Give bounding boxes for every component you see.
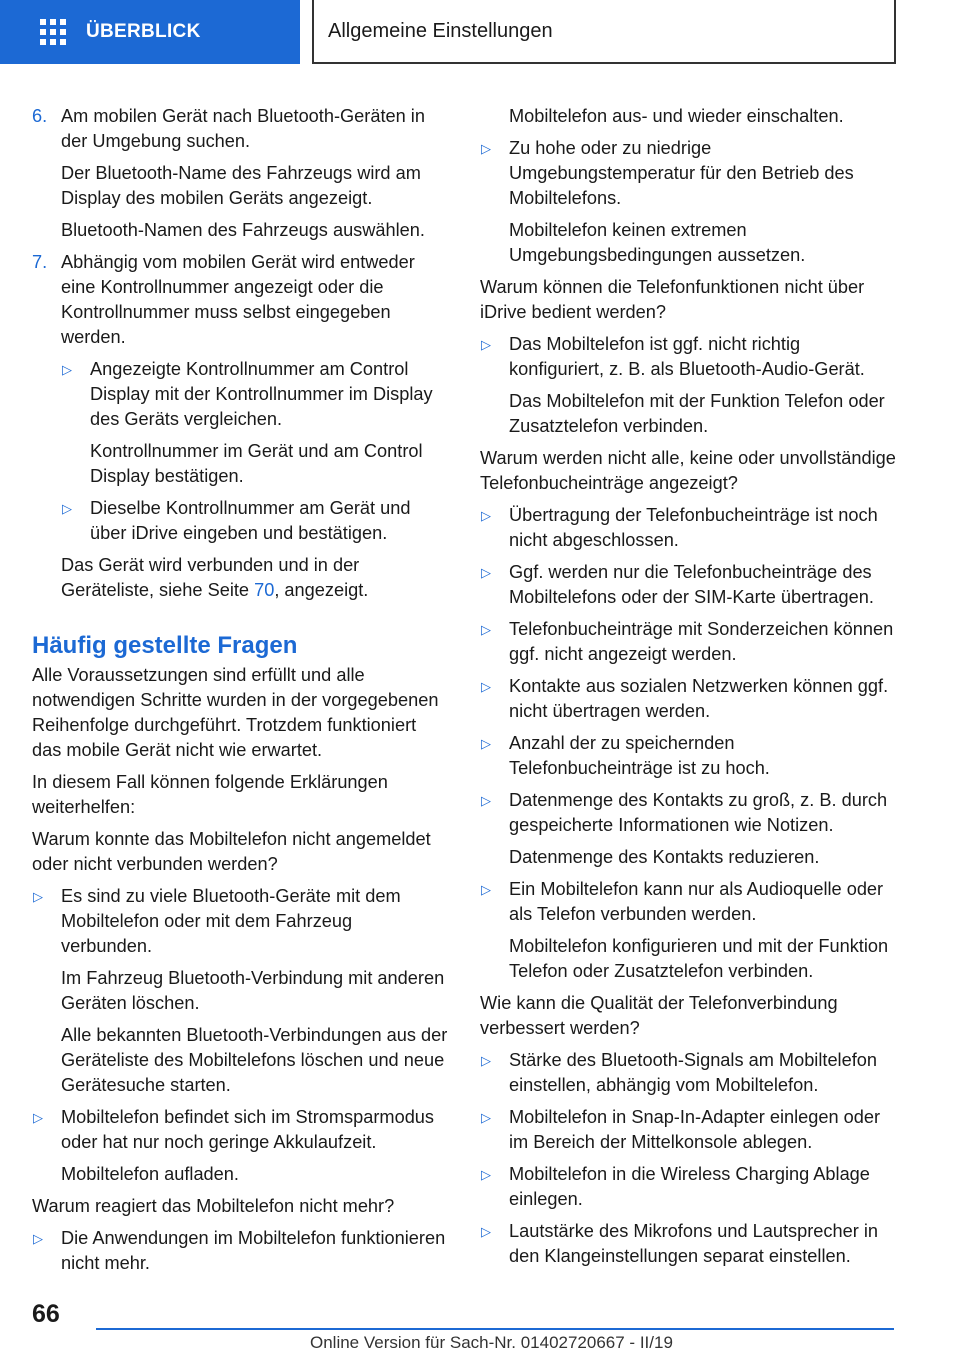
bullet-subtext: Kontrollnummer im Gerät und am Control Display bestätigen. [90, 441, 423, 486]
bullet-text: Ggf. werden nur die Telefonbucheinträge des Mobiltelefons oder der SIM-Karte übertragen. [509, 562, 874, 607]
bullet-subtext: Im Fahrzeug Bluetooth-Verbindung mit anderen Geräten löschen. [61, 968, 445, 1013]
list-item [480, 503, 898, 560]
triangle-bullet-icon: ▷ [481, 508, 491, 523]
bullet-text: Übertragung der Telefonbucheinträge ist noch nicht abgeschlossen. [509, 505, 878, 550]
list-item [61, 357, 448, 496]
faq-question: Warum werden nicht alle, keine oder unvollständige Telefonbucheinträge angezeigt? [480, 448, 896, 493]
bullet-text: Ein Mobiltelefon kann nur als Audioquelle oder als Telefon verbunden werden. [509, 879, 884, 924]
bullet-text: Stärke des Bluetooth-Signals am Mobiltelefon einstellen, abhängig vom Mobiltelefon. [509, 1050, 877, 1095]
paragraph: Alle Voraussetzungen sind erfüllt und alle notwendigen Schritte wurden in der vorgegebenen Reihenfolge durchgeführt. Trotzdem funktioniert das mobile Gerät nicht wie erwartet. [32, 665, 439, 760]
list-item [480, 560, 898, 617]
bullet-text: Die Anwendungen im Mobiltelefon funktionieren nicht mehr. [61, 1228, 446, 1273]
step-number: 6. [32, 106, 48, 126]
faq-question: Warum reagiert das Mobiltelefon nicht mehr? [32, 1196, 395, 1216]
bullet-subtext: Mobiltelefon konfigurieren und mit der Funktion Telefon oder Zusatztelefon verbinden. [509, 936, 889, 981]
list-item [480, 1048, 898, 1105]
step-number: 7. [32, 252, 48, 272]
list-item [480, 136, 898, 275]
right-column [480, 104, 898, 1276]
triangle-bullet-icon: ▷ [62, 362, 72, 377]
section-title: Allgemeine Einstellungen [312, 0, 896, 64]
list-item [480, 1105, 898, 1162]
triangle-bullet-icon: ▷ [481, 1167, 491, 1182]
step-text: Am mobilen Gerät nach Bluetooth-Geräten in der Umgebung suchen. [61, 106, 425, 151]
faq-question: Warum konnte das Mobiltelefon nicht angemeldet oder nicht verbunden werden? [32, 829, 431, 874]
faq-question: Warum können die Telefonfunktionen nicht über iDrive bedient werden? [480, 277, 865, 322]
triangle-bullet-icon: ▷ [481, 679, 491, 694]
triangle-bullet-icon: ▷ [62, 501, 72, 516]
bullet-subtext: Mobiltelefon aufladen. [61, 1164, 239, 1184]
bullet-text: Es sind zu viele Bluetooth-Geräte mit dem Mobiltelefon oder mit dem Fahrzeug verbunden. [61, 886, 401, 956]
page-number: 66 [32, 1300, 60, 1328]
bullet-text: Mobiltelefon befindet sich im Stromsparmodus oder hat nur noch geringe Akkulaufzeit. [61, 1107, 435, 1152]
step-text: Der Bluetooth-Name des Fahrzeugs wird am Display des mobilen Geräts angezeigt. [61, 163, 421, 208]
list-item [480, 332, 898, 446]
list-item [480, 674, 898, 731]
triangle-bullet-icon: ▷ [33, 889, 43, 904]
faq-heading: Häufig gestellte Fragen [32, 632, 298, 659]
triangle-bullet-icon: ▷ [481, 793, 491, 808]
bullet-text: Datenmenge des Kontakts zu groß, z. B. durch gespeicherte Informationen wie Notizen. [509, 790, 888, 835]
list-item [61, 496, 448, 553]
list-item [32, 1105, 448, 1194]
list-item [480, 877, 898, 991]
tab-ueberblick[interactable] [0, 0, 300, 64]
bullet-text: Anzahl der zu speichernden Telefonbucheinträge ist zu hoch. [509, 733, 770, 778]
list-item [480, 104, 898, 136]
paragraph: In diesem Fall können folgende Erklärungen weiterhelfen: [32, 772, 388, 817]
triangle-bullet-icon: ▷ [481, 141, 491, 156]
list-item [480, 1162, 898, 1219]
triangle-bullet-icon: ▷ [481, 1110, 491, 1125]
triangle-bullet-icon: ▷ [481, 1224, 491, 1239]
list-item [480, 731, 898, 788]
step-text: Abhängig vom mobilen Gerät wird entweder eine Kontrollnummer angezeigt oder die Kontrollnummer muss selbst eingegeben werden. [61, 252, 415, 347]
bullet-subtext: Das Mobiltelefon mit der Funktion Telefon oder Zusatztelefon verbinden. [509, 391, 885, 436]
page-link[interactable]: 70 [254, 580, 275, 600]
list-item [32, 1226, 448, 1283]
step-7 [32, 250, 448, 610]
bullet-subtext: Datenmenge des Kontakts reduzieren. [509, 847, 820, 867]
footer-text: Online Version für Sach-Nr. 01402720667 - II/19 [310, 1333, 673, 1352]
step-6 [32, 104, 448, 250]
footer-divider [96, 1328, 894, 1330]
triangle-bullet-icon: ▷ [481, 1053, 491, 1068]
triangle-bullet-icon: ▷ [481, 337, 491, 352]
bullet-text: Dieselbe Kontrollnummer am Gerät und über iDrive eingeben und bestätigen. [90, 498, 411, 543]
list-item [480, 1219, 898, 1276]
triangle-bullet-icon: ▷ [33, 1231, 43, 1246]
step-result: Das Gerät wird verbunden und in der Geräteliste, siehe Seite 70, angezeigt. [61, 555, 369, 600]
bullet-text: Das Mobiltelefon ist ggf. nicht richtig konfiguriert, z. B. als Bluetooth-Audio-Gerät. [509, 334, 865, 379]
bullet-text: Zu hohe oder zu niedrige Umgebungstemperatur für den Betrieb des Mobiltelefons. [509, 138, 854, 208]
list-item [32, 884, 448, 1105]
triangle-bullet-icon: ▷ [481, 622, 491, 637]
page-header [0, 0, 960, 64]
left-column [32, 104, 448, 1283]
bullet-text: Telefonbucheinträge mit Sonderzeichen können ggf. nicht angezeigt werden. [509, 619, 894, 664]
triangle-bullet-icon: ▷ [481, 565, 491, 580]
bullet-subtext: Mobiltelefon aus- und wieder einschalten. [509, 106, 844, 126]
triangle-bullet-icon: ▷ [33, 1110, 43, 1125]
grid-icon [40, 19, 66, 45]
list-item [480, 788, 898, 877]
triangle-bullet-icon: ▷ [481, 736, 491, 751]
bullet-text: Lautstärke des Mikrofons und Lautsprecher in den Klangeinstellungen separat einstellen. [509, 1221, 879, 1266]
faq-question: Wie kann die Qualität der Telefonverbindung verbessert werden? [480, 993, 838, 1038]
list-item [480, 617, 898, 674]
step-text: Bluetooth-Namen des Fahrzeugs auswählen. [61, 220, 425, 240]
bullet-text: Mobiltelefon in die Wireless Charging Ablage einlegen. [509, 1164, 870, 1209]
bullet-text: Kontakte aus sozialen Netzwerken können ggf. nicht übertragen werden. [509, 676, 889, 721]
bullet-text: Angezeigte Kontrollnummer am Control Display mit der Kontrollnummer im Display des Geräts vergleichen. [90, 359, 433, 429]
bullet-subtext: Mobiltelefon keinen extremen Umgebungsbedingungen aussetzen. [509, 220, 806, 265]
tab-ueberblick-label: ÜBERBLICK [86, 21, 201, 42]
bullet-text: Mobiltelefon in Snap-In-Adapter einlegen oder im Bereich der Mittelkonsole ablegen. [509, 1107, 881, 1152]
triangle-bullet-icon: ▷ [481, 882, 491, 897]
bullet-subtext: Alle bekannten Bluetooth-Verbindungen aus der Geräteliste des Mobiltelefons löschen und neue Gerätesuche starten. [61, 1025, 448, 1095]
